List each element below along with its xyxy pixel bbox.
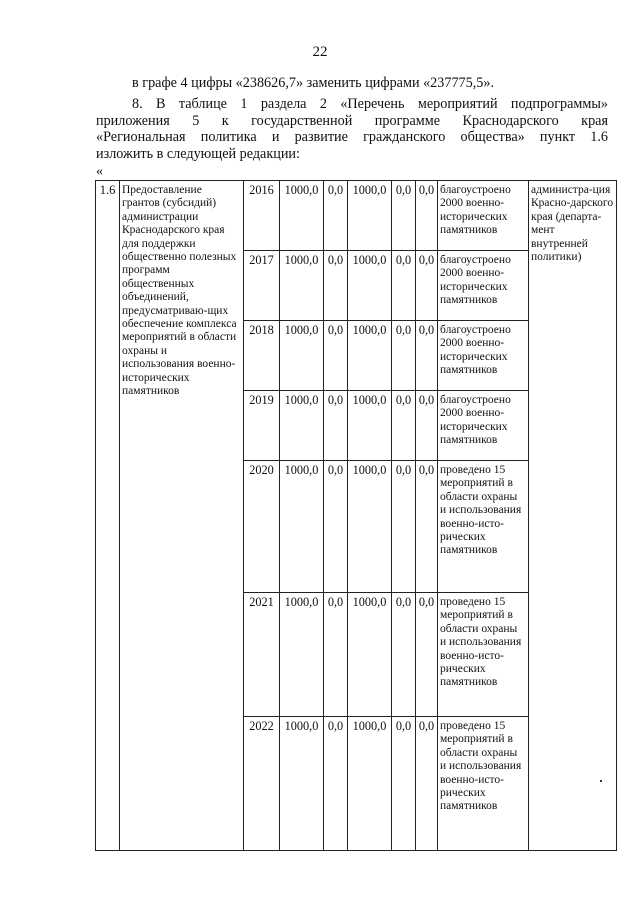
amount-cell: 0,0 — [324, 391, 348, 461]
amount-cell: 0,0 — [324, 251, 348, 321]
amount-cell: 0,0 — [416, 391, 438, 461]
year-cell: 2022 — [244, 717, 280, 851]
item-number-cell: 1.6 — [96, 181, 120, 851]
amount-cell: 1000,0 — [348, 461, 392, 593]
paragraph-replace-figures: в графе 4 цифры «238626,7» заменить цифрами «237775,5». — [132, 75, 495, 91]
amount-cell: 0,0 — [416, 593, 438, 717]
result-cell: проведено 15 мероприятий в области охраны и использования военно-исто-рических памятников — [438, 593, 529, 717]
executor-cell: администра-ция Красно-дарского края (департа-мент внутренней политики) — [529, 181, 617, 851]
year-cell: 2018 — [244, 321, 280, 391]
paragraph-item-8 — [96, 96, 608, 162]
amount-cell: 0,0 — [416, 181, 438, 251]
paragraph-line: «Региональная политика и развитие гражданского общества» пункт 1.6 — [96, 129, 608, 145]
amount-cell: 0,0 — [324, 717, 348, 851]
year-cell: 2017 — [244, 251, 280, 321]
amount-cell: 0,0 — [416, 321, 438, 391]
scan-speck — [600, 780, 602, 782]
year-cell: 2021 — [244, 593, 280, 717]
amount-cell: 1000,0 — [348, 391, 392, 461]
opening-quote-mark: « — [96, 164, 103, 179]
amount-cell: 0,0 — [324, 321, 348, 391]
amount-cell: 0,0 — [392, 717, 416, 851]
amount-cell: 0,0 — [392, 321, 416, 391]
amount-cell: 1000,0 — [348, 717, 392, 851]
amount-cell: 1000,0 — [348, 251, 392, 321]
amount-cell: 0,0 — [416, 251, 438, 321]
amount-cell: 0,0 — [392, 251, 416, 321]
total-cell: 1000,0 — [280, 321, 324, 391]
amount-cell: 0,0 — [416, 461, 438, 593]
paragraph-line: приложения 5 к государственной программе Краснодарского края — [96, 112, 608, 129]
amount-cell: 0,0 — [324, 181, 348, 251]
total-cell: 1000,0 — [280, 391, 324, 461]
amount-cell: 0,0 — [324, 593, 348, 717]
total-cell: 1000,0 — [280, 181, 324, 251]
year-cell: 2020 — [244, 461, 280, 593]
total-cell: 1000,0 — [280, 717, 324, 851]
paragraph-line: изложить в следующей редакции: — [96, 145, 300, 162]
total-cell: 1000,0 — [280, 593, 324, 717]
total-cell: 1000,0 — [280, 461, 324, 593]
paragraph-line: 8. В таблице 1 раздела 2 «Перечень мероприятий подпрограммы» — [132, 96, 608, 112]
year-cell: 2016 — [244, 181, 280, 251]
amount-cell: 0,0 — [324, 461, 348, 593]
amount-cell: 0,0 — [392, 391, 416, 461]
page-number: 22 — [312, 44, 328, 60]
total-cell: 1000,0 — [280, 251, 324, 321]
measure-description-cell: Предоставление грантов (субсидий) администрации Краснодарского края для поддержки общественно полезных программ общественных объединений, предусматриваю-щих обеспечение комплекса мероприятий в области охраны и использования военно-исторических памятников — [120, 181, 244, 851]
amount-cell: 0,0 — [392, 461, 416, 593]
result-cell: проведено 15 мероприятий в области охраны и использования военно-исто-рических памятников — [438, 461, 529, 593]
result-cell: благоустроено 2000 военно-исторических памятников — [438, 321, 529, 391]
result-cell: благоустроено 2000 военно-исторических памятников — [438, 391, 529, 461]
result-cell: благоустроено 2000 военно-исторических памятников — [438, 181, 529, 251]
amount-cell: 0,0 — [392, 593, 416, 717]
year-cell: 2019 — [244, 391, 280, 461]
amount-cell: 1000,0 — [348, 593, 392, 717]
amount-cell: 0,0 — [416, 717, 438, 851]
measures-table — [95, 180, 617, 851]
result-cell: проведено 15 мероприятий в области охраны и использования военно-исто-рических памятников — [438, 717, 529, 851]
amount-cell: 0,0 — [392, 181, 416, 251]
table-row — [96, 181, 617, 251]
amount-cell: 1000,0 — [348, 181, 392, 251]
amount-cell: 1000,0 — [348, 321, 392, 391]
result-cell: благоустроено 2000 военно-исторических памятников — [438, 251, 529, 321]
